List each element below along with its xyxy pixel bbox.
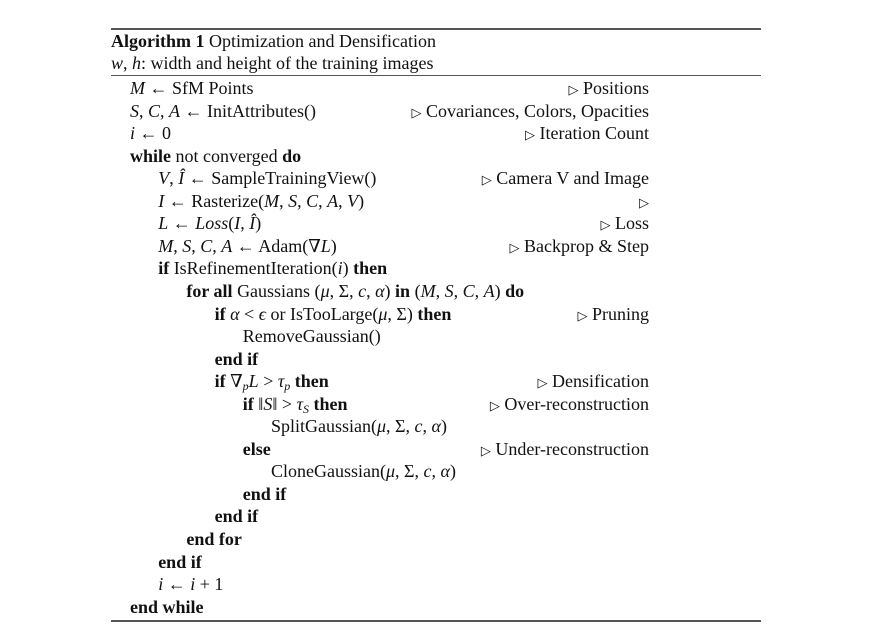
algorithm-line bbox=[0, 484, 761, 506]
code-token: p bbox=[284, 379, 291, 394]
code-token: α bbox=[230, 303, 240, 324]
code-token: M bbox=[420, 280, 436, 301]
line-comment bbox=[639, 191, 649, 212]
algorithm-line bbox=[0, 326, 761, 348]
code-token: L bbox=[158, 213, 169, 234]
code-token: S bbox=[263, 393, 273, 414]
line-code bbox=[130, 123, 171, 144]
algorithm-line bbox=[0, 552, 761, 574]
algorithm-line bbox=[0, 349, 761, 371]
algorithm-line bbox=[0, 461, 761, 483]
code-token: , bbox=[123, 53, 133, 73]
code-token: < bbox=[239, 303, 259, 324]
algorithm-line bbox=[0, 574, 761, 596]
line-code bbox=[158, 258, 387, 279]
code-token: , bbox=[338, 190, 348, 211]
algorithm-line bbox=[0, 146, 761, 168]
code-token: ) bbox=[330, 235, 337, 256]
algorithm-line bbox=[0, 123, 761, 145]
line-code bbox=[130, 101, 316, 122]
code-token: S bbox=[182, 235, 192, 256]
code-token: ) bbox=[494, 280, 506, 301]
code-token: , bbox=[279, 190, 289, 211]
code-token: , bbox=[366, 280, 376, 301]
algorithm-line bbox=[0, 236, 761, 258]
code-token: Loss bbox=[195, 213, 229, 234]
line-comment bbox=[481, 439, 649, 460]
code-token: Î bbox=[249, 213, 256, 234]
code-token: end for bbox=[186, 529, 242, 549]
line-comment bbox=[510, 236, 649, 257]
code-token: , bbox=[173, 235, 183, 256]
code-token: S bbox=[288, 190, 298, 211]
code-token: μ bbox=[377, 416, 387, 437]
code-token: p bbox=[242, 379, 249, 394]
line-code bbox=[158, 213, 261, 234]
line-comment bbox=[482, 168, 649, 189]
code-token: for all bbox=[186, 280, 233, 301]
code-token: L bbox=[320, 235, 331, 256]
code-token: ) bbox=[384, 280, 396, 301]
line-code bbox=[215, 371, 329, 392]
code-token: end if bbox=[242, 483, 287, 504]
code-token: I bbox=[234, 213, 241, 234]
algorithm-line bbox=[0, 439, 761, 461]
code-token: C bbox=[306, 190, 319, 211]
comment-triangle-icon: ▷ bbox=[411, 104, 422, 120]
algorithm-line bbox=[0, 191, 761, 213]
code-token: i bbox=[130, 123, 136, 144]
algorithm-line bbox=[0, 281, 761, 303]
code-token: , bbox=[422, 416, 432, 437]
comment-triangle-icon: ▷ bbox=[639, 194, 649, 210]
code-token: ← bbox=[168, 213, 196, 234]
code-token: , bbox=[191, 235, 201, 256]
comment-text: Pruning bbox=[587, 303, 649, 324]
algorithm-line bbox=[0, 168, 761, 190]
algorithm-line bbox=[0, 529, 761, 551]
code-token: ) bbox=[449, 461, 456, 482]
line-comment bbox=[525, 123, 649, 144]
header-rule bbox=[111, 75, 761, 76]
code-token: ← InitAttributes() bbox=[180, 100, 316, 121]
algorithm-line bbox=[0, 258, 761, 280]
code-token: ‖ > bbox=[272, 393, 297, 414]
algorithm-line bbox=[0, 371, 761, 393]
line-code bbox=[130, 597, 204, 618]
code-token: , Σ, bbox=[329, 280, 359, 301]
comment-triangle-icon: ▷ bbox=[577, 307, 588, 323]
code-token: C bbox=[200, 235, 213, 256]
code-token: , bbox=[453, 280, 463, 301]
line-code bbox=[215, 304, 452, 325]
code-token: S bbox=[303, 401, 310, 416]
code-token: then bbox=[294, 371, 329, 392]
algorithm-line bbox=[0, 597, 761, 619]
code-token: if bbox=[214, 371, 226, 392]
code-token: ← Rasterize( bbox=[164, 190, 265, 211]
code-token: A bbox=[483, 280, 495, 301]
line-comment bbox=[412, 101, 649, 122]
code-token: then bbox=[313, 393, 348, 414]
code-token: c bbox=[423, 461, 432, 482]
code-token: ) bbox=[255, 213, 262, 234]
code-token: ← bbox=[163, 574, 191, 595]
code-token: τ bbox=[296, 393, 304, 414]
code-token: A bbox=[221, 235, 233, 256]
comment-text: Densification bbox=[547, 371, 649, 392]
code-token: end if bbox=[214, 506, 259, 527]
line-code bbox=[186, 281, 524, 302]
code-token: α bbox=[375, 280, 385, 301]
line-comment bbox=[577, 304, 649, 325]
comment-text: Covariances, Colors, Opacities bbox=[421, 100, 649, 121]
code-token: V bbox=[347, 190, 359, 211]
code-token: + 1 bbox=[195, 574, 224, 595]
line-code bbox=[130, 78, 254, 99]
bottom-rule bbox=[111, 620, 761, 622]
line-code bbox=[158, 574, 223, 595]
code-token: , bbox=[240, 213, 250, 234]
code-token: μ bbox=[320, 280, 330, 301]
code-token: A bbox=[327, 190, 339, 211]
comment-triangle-icon: ▷ bbox=[537, 375, 548, 391]
code-token: , Σ, bbox=[386, 416, 415, 437]
algorithm-line bbox=[0, 101, 761, 123]
algorithm-line bbox=[0, 506, 761, 528]
code-token: τ bbox=[277, 371, 285, 392]
code-token: ← SfM Points bbox=[145, 78, 254, 98]
comment-text: Iteration Count bbox=[535, 123, 649, 144]
code-token: ‖ bbox=[253, 393, 264, 414]
code-token: α bbox=[431, 416, 441, 437]
code-token: ( bbox=[410, 280, 421, 301]
code-token: C bbox=[148, 100, 161, 121]
line-code bbox=[215, 506, 259, 527]
code-token: do bbox=[282, 145, 302, 166]
code-token: , bbox=[139, 100, 148, 121]
code-token: M bbox=[264, 190, 280, 211]
code-token: do bbox=[505, 280, 525, 301]
algorithm-line bbox=[0, 78, 761, 100]
comment-triangle-icon: ▷ bbox=[600, 217, 611, 233]
code-token: i bbox=[337, 258, 343, 279]
code-token: μ bbox=[385, 461, 396, 482]
comment-text: Camera V and Image bbox=[491, 168, 649, 189]
algorithm-line bbox=[0, 304, 761, 326]
code-token: , bbox=[318, 190, 328, 211]
line-code bbox=[186, 529, 242, 550]
code-token: , bbox=[474, 280, 484, 301]
comment-triangle-icon: ▷ bbox=[568, 82, 579, 97]
line-comment bbox=[600, 213, 649, 234]
line-comment bbox=[490, 394, 649, 415]
comment-text: Over-reconstruction bbox=[499, 393, 649, 414]
comment-triangle-icon: ▷ bbox=[480, 442, 491, 458]
code-token: c bbox=[358, 280, 367, 301]
line-code bbox=[215, 349, 259, 370]
code-token: , Σ, bbox=[395, 461, 424, 482]
code-token: A bbox=[169, 100, 181, 121]
algorithm-name: Optimization and Densification bbox=[209, 31, 436, 51]
line-code bbox=[271, 416, 447, 437]
code-token: : width and height of the training images bbox=[141, 53, 434, 73]
code-token: Î bbox=[178, 168, 185, 189]
code-token: > bbox=[258, 371, 278, 392]
code-token: , bbox=[297, 190, 307, 211]
code-token: while bbox=[130, 145, 172, 166]
comment-triangle-icon: ▷ bbox=[481, 172, 492, 188]
code-token: or IsTooLarge( bbox=[265, 303, 379, 324]
code-token: then bbox=[353, 258, 388, 279]
algorithm-label: Algorithm 1 bbox=[111, 31, 205, 51]
line-code bbox=[271, 461, 456, 482]
code-token: M bbox=[158, 235, 174, 256]
code-token: S bbox=[130, 100, 139, 121]
line-code bbox=[243, 439, 271, 460]
comment-triangle-icon: ▷ bbox=[509, 239, 520, 255]
code-token: ) bbox=[358, 190, 365, 211]
algorithm-subtitle bbox=[111, 53, 433, 74]
code-token: else bbox=[242, 438, 271, 459]
code-token: ) bbox=[342, 258, 354, 279]
line-code bbox=[243, 484, 287, 505]
algorithm-title bbox=[111, 31, 436, 52]
code-token: L bbox=[248, 371, 259, 392]
code-token: then bbox=[417, 303, 452, 324]
code-token: , bbox=[160, 100, 170, 121]
line-code bbox=[243, 326, 381, 347]
line-code bbox=[158, 236, 337, 257]
algorithm-line bbox=[0, 213, 761, 235]
code-token: , bbox=[435, 280, 445, 301]
top-rule bbox=[111, 28, 761, 30]
code-token: i bbox=[158, 574, 164, 595]
code-token: if bbox=[158, 258, 170, 279]
code-token: V bbox=[158, 168, 170, 189]
code-token: , bbox=[431, 461, 441, 482]
comment-triangle-icon: ▷ bbox=[525, 127, 536, 143]
line-code bbox=[130, 146, 301, 167]
code-token: I bbox=[158, 190, 165, 211]
code-token: ← Adam(∇ bbox=[232, 235, 321, 256]
code-token: S bbox=[444, 280, 454, 301]
code-token: IsRefinementIteration( bbox=[169, 258, 338, 279]
line-comment bbox=[538, 371, 649, 392]
code-token: CloneGaussian( bbox=[271, 461, 386, 482]
code-token: ) bbox=[440, 416, 447, 437]
code-token: μ bbox=[378, 303, 388, 324]
code-token: in bbox=[395, 280, 411, 301]
code-token: if bbox=[214, 303, 226, 324]
code-token: SplitGaussian( bbox=[271, 416, 377, 437]
line-comment bbox=[568, 78, 649, 99]
code-token: c bbox=[414, 416, 423, 437]
code-token: end while bbox=[130, 596, 204, 617]
code-token: , bbox=[212, 235, 222, 256]
code-token: ∇ bbox=[225, 371, 243, 392]
code-token: end if bbox=[214, 348, 259, 369]
code-token: ( bbox=[228, 213, 235, 234]
line-code bbox=[158, 552, 202, 573]
code-token: i bbox=[190, 574, 196, 595]
code-token: Gaussians ( bbox=[232, 280, 321, 301]
comment-text: Under-reconstruction bbox=[490, 438, 649, 459]
code-token: ← 0 bbox=[135, 123, 172, 144]
line-code bbox=[158, 168, 376, 189]
code-token: C bbox=[462, 280, 475, 301]
code-token: if bbox=[242, 393, 254, 414]
algorithm-line bbox=[0, 394, 761, 416]
code-token: ϵ bbox=[258, 303, 266, 324]
comment-text: Backprop & Step bbox=[519, 235, 649, 256]
code-token: ← SampleTrainingView() bbox=[184, 168, 377, 189]
code-token: , Σ) bbox=[387, 303, 418, 324]
code-token: M bbox=[130, 78, 145, 98]
code-token: w bbox=[111, 53, 124, 73]
code-token: not converged bbox=[171, 145, 283, 166]
code-token: RemoveGaussian() bbox=[242, 326, 381, 347]
code-token: , bbox=[169, 168, 179, 189]
line-code bbox=[243, 394, 348, 415]
code-token: h bbox=[132, 53, 142, 73]
comment-text: Loss bbox=[610, 213, 649, 234]
comment-text: Positions bbox=[578, 78, 649, 98]
comment-triangle-icon: ▷ bbox=[489, 397, 500, 413]
code-token: end if bbox=[158, 551, 202, 572]
algorithm-line bbox=[0, 416, 761, 438]
line-code bbox=[158, 191, 364, 212]
code-token: α bbox=[440, 461, 450, 482]
